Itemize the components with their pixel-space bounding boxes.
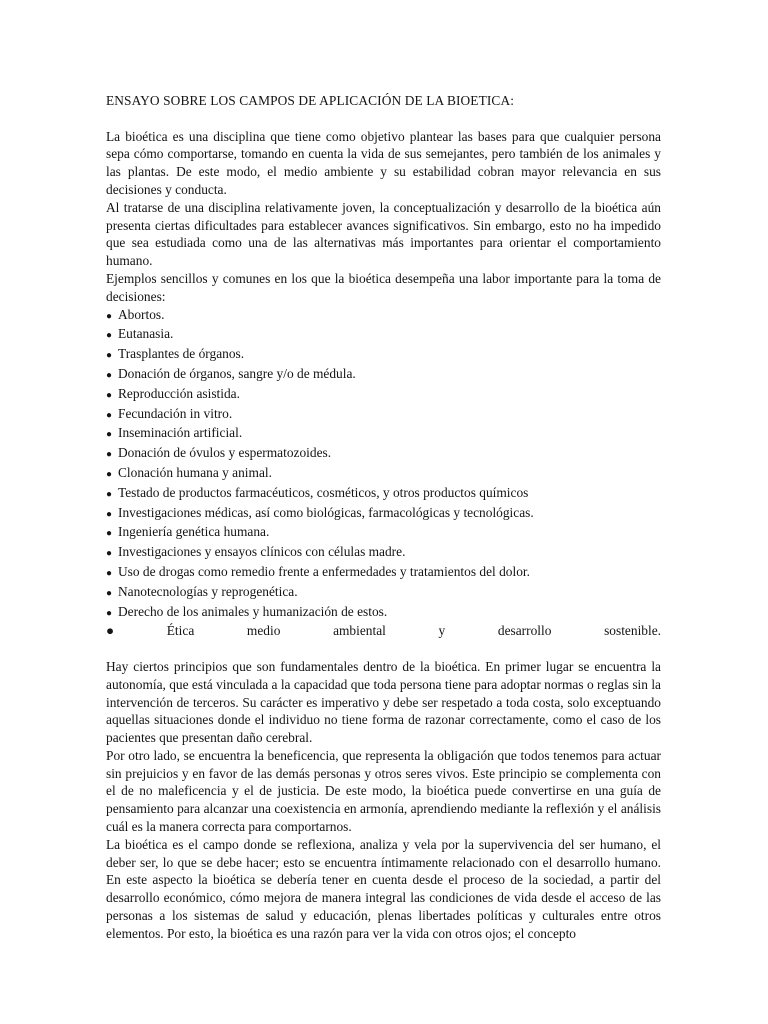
bullet-icon: ● xyxy=(106,350,113,362)
list-item xyxy=(106,484,661,504)
list-item-text: Donación de órganos, sangre y/o de médula. xyxy=(118,365,356,381)
list-item-text: Derecho de los animales y humanización de estos. xyxy=(118,603,388,619)
bullet-icon: ● xyxy=(106,330,113,342)
bullet-icon: ● xyxy=(106,488,113,500)
list-item xyxy=(106,464,661,484)
list-item xyxy=(106,543,661,563)
list-item-text: Ingeniería genética humana. xyxy=(118,524,270,540)
list-item-text: Testado de productos farmacéuticos, cosméticos, y otros productos químicos xyxy=(118,484,529,500)
list-item-text: Investigaciones médicas, así como biológicas, farmacológicas y tecnológicas. xyxy=(118,504,534,520)
bullet-icon: ● xyxy=(106,567,113,579)
bullet-icon: ● xyxy=(106,389,113,401)
bullet-icon: ● xyxy=(106,508,113,520)
list-item xyxy=(106,325,661,345)
bullet-icon: ● xyxy=(106,369,113,381)
document-title: ENSAYO SOBRE LOS CAMPOS DE APLICACIÓN DE LA BIOETICA: xyxy=(106,93,515,108)
list-item-text: Investigaciones y ensayos clínicos con células madre. xyxy=(118,544,406,560)
intro-paragraph-2: Al tratarse de una disciplina relativamente joven, la conceptualización y desarrollo de la bioética aún presenta ciertas dificultades para establecer avances significativos. Sin embargo, esto no ha impedido que sea estudiada como una de las alternativas más importantes para orientar el comportamiento humano. xyxy=(106,199,661,269)
spacer xyxy=(106,110,661,128)
list-item xyxy=(106,405,661,425)
spacer xyxy=(106,640,661,658)
bullet-icon: ● xyxy=(106,409,113,421)
list-item xyxy=(106,424,661,444)
list-word: medio xyxy=(246,623,281,639)
body-paragraph-1: Hay ciertos principios que son fundamentales dentro de la bioética. En primer lugar se encuentra la autonomía, que está vinculada a la capacidad que toda persona tiene para adoptar normas o reglas sin la intervención de terceros. Su carácter es imperativo y debe ser respetado a toda costa, solo exceptuando aquellas situaciones donde el individuo no tiene forma de razonar correctamente, como el caso de los pacientes que presentan daño cerebral. xyxy=(106,658,661,746)
list-item xyxy=(106,345,661,365)
list-item xyxy=(106,583,661,603)
body-paragraph-3: La bioética es el campo donde se reflexiona, analiza y vela por la supervivencia del ser humano, el deber ser, lo que se debe hacer; esto se encuentra íntimamente relacionado con el desarrollo humano. En este aspecto la bioética se debería tener en cuenta desde el proceso de la sociedad, a partir del desarrollo económico, cómo mejora de manera integral las condiciones de vida desde el acceso de las personas a los sistemas de salud y educación, plenas libertades políticas y culturales entre otros elementos. Por esto, la bioética es una razón para ver la vida con otros ojos; el concepto xyxy=(106,836,661,941)
list-item-text: Trasplantes de órganos. xyxy=(118,346,245,362)
list-item-text: Reproducción asistida. xyxy=(118,385,240,401)
intro-paragraph-3: Ejemplos sencillos y comunes en los que la bioética desempeña una labor importante para la toma de decisiones: xyxy=(106,270,661,304)
list-item xyxy=(106,504,661,524)
list-item-text: Clonación humana y animal. xyxy=(118,464,272,480)
list-word: desarrollo xyxy=(497,623,552,639)
list-item xyxy=(106,603,661,623)
list-word: Ética xyxy=(166,623,195,639)
bullet-icon: ● xyxy=(106,310,113,322)
list-word: y xyxy=(438,623,446,639)
list-item xyxy=(106,563,661,583)
bullet-icon: ● xyxy=(106,587,113,599)
bullet-icon: ● xyxy=(106,607,113,619)
list-item-text: Donación de óvulos y espermatozoides. xyxy=(118,445,332,461)
list-item-text: Uso de drogas como remedio frente a enfermedades y tratamientos del dolor. xyxy=(118,563,530,579)
list-word: sostenible. xyxy=(604,623,661,639)
bullet-list xyxy=(106,306,661,641)
list-item-text: Nanotecnologías y reprogenética. xyxy=(118,583,298,599)
list-item-justified xyxy=(106,622,661,640)
list-item xyxy=(106,444,661,464)
list-item-text: Eutanasia. xyxy=(118,326,174,342)
body-paragraph-2: Por otro lado, se encuentra la beneficencia, que representa la obligación que todos tenemos para actuar sin prejuicios y en favor de las demás personas y otros seres vivos. Este principio se complementa con el de no maleficencia y el de justicia. De este modo, la bioética puede convertirse en una guía de pensamiento para alcanzar una coexistencia en armonía, aprendiendo mediante la reflexión y el análisis cuál es la manera correcta para comportarnos. xyxy=(106,747,661,835)
list-item-text: Fecundación in vitro. xyxy=(118,405,233,421)
list-item xyxy=(106,523,661,543)
list-item-text: Inseminación artificial. xyxy=(118,425,243,441)
list-item xyxy=(106,306,661,326)
list-item-text: Abortos. xyxy=(118,306,165,322)
bullet-icon: ● xyxy=(106,623,115,639)
list-item xyxy=(106,365,661,385)
bullet-icon: ● xyxy=(106,468,113,480)
list-word: ambiental xyxy=(333,623,386,639)
intro-paragraph-1: La bioética es una disciplina que tiene como objetivo plantear las bases para que cualquier persona sepa cómo comportarse, tomando en cuenta la vida de sus semejantes, pero también de los animales y las plantas. De este modo, el medio ambiente y su estabilidad cobran mayor relevancia en sus decisiones y conducta. xyxy=(106,128,661,197)
bullet-icon: ● xyxy=(106,449,113,461)
bullet-icon: ● xyxy=(106,548,113,560)
list-item xyxy=(106,385,661,405)
document-page xyxy=(106,92,661,943)
bullet-icon: ● xyxy=(106,528,113,540)
bullet-icon: ● xyxy=(106,429,113,441)
